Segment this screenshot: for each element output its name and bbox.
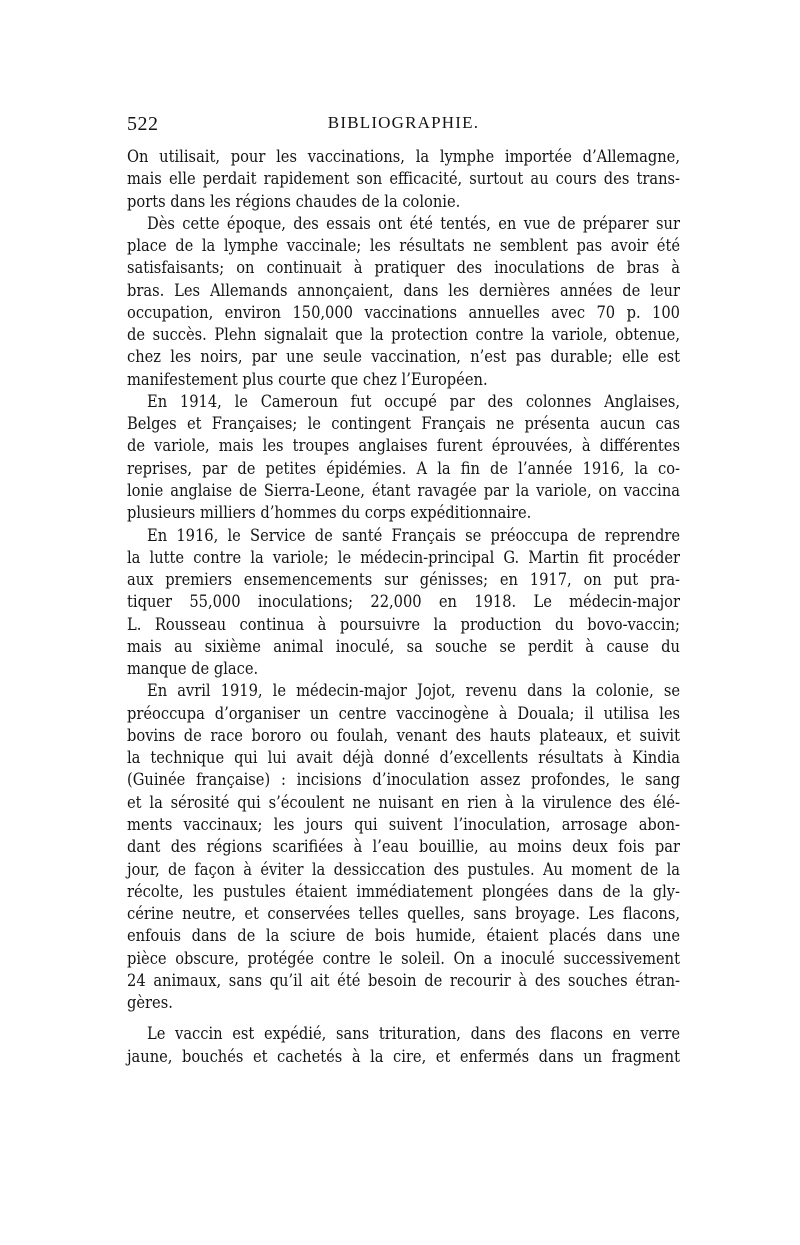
text-line: récolte, les pustules étaient immédiatement plongées dans de la gly- bbox=[127, 881, 680, 901]
text-line: mais elle perdait rapidement son efficacité, surtout au cours des trans- bbox=[127, 169, 680, 189]
text-line: de variole, mais les troupes anglaises furent éprouvées, à différentes bbox=[127, 436, 680, 456]
text-line: occupation, environ 150,000 vaccinations annuelles avec 70 p. 100 bbox=[127, 302, 680, 322]
text-line: dant des régions scarifiées à l’eau bouillie, au moins deux fois par bbox=[127, 837, 680, 857]
paragraph bbox=[127, 213, 680, 391]
text-line: En 1916, le Service de santé Français se préoccupa de reprendre bbox=[147, 525, 680, 545]
text-line: En 1914, le Cameroun fut occupé par des colonnes Anglaises, bbox=[147, 391, 680, 411]
text-line: jaune, bouchés et cachetés à la cire, et enfermés dans un fragment bbox=[127, 1046, 680, 1066]
text-line: L. Rousseau continua à poursuivre la production du bovo-vaccin; bbox=[127, 614, 680, 634]
body-text bbox=[127, 146, 680, 1068]
text-line: chez les noirs, par une seule vaccination, n’est pas durable; elle est bbox=[127, 347, 680, 367]
text-line: bovins de race bororo ou foulah, venant des hauts plateaux, et suivit bbox=[127, 725, 680, 745]
text-line: préoccupa d’organiser un centre vaccinogène à Douala; il utilisa les bbox=[127, 703, 680, 723]
text-line: place de la lymphe vaccinale; les résultats ne semblent pas avoir été bbox=[127, 236, 680, 256]
text-line: Le vaccin est expédié, sans trituration, dans des flacons en verre bbox=[147, 1024, 680, 1044]
text-line: On utilisait, pour les vaccinations, la lymphe importée d’Allemagne, bbox=[127, 147, 680, 166]
text-line: Belges et Françaises; le contingent Français ne présenta aucun cas bbox=[127, 414, 680, 434]
paragraph bbox=[127, 525, 680, 681]
paragraph bbox=[127, 680, 680, 1014]
text-line: plusieurs milliers d’hommes du corps expéditionnaire. bbox=[127, 503, 532, 523]
text-line: bras. Les Allemands annonçaient, dans les dernières années de leur bbox=[127, 280, 680, 300]
text-line: jour, de façon à éviter la dessiccation des pustules. Au moment de la bbox=[127, 859, 680, 879]
text-line: la technique qui lui avait déjà donné d’excellents résultats à Kindia bbox=[127, 748, 680, 768]
text-line: enfouis dans de la sciure de bois humide, étaient placés dans une bbox=[127, 926, 680, 946]
text-line: manifestement plus courte que chez l’Européen. bbox=[127, 369, 488, 389]
text-line: aux premiers ensemencements sur génisses; en 1917, on put pra- bbox=[127, 570, 680, 590]
text-line: cérine neutre, et conservées telles quelles, sans broyage. Les flacons, bbox=[127, 904, 680, 924]
text-line: ports dans les régions chaudes de la colonie. bbox=[127, 191, 461, 211]
page-number: 522 bbox=[127, 113, 159, 135]
text-line: manque de glace. bbox=[127, 659, 259, 679]
text-line: satisfaisants; on continuait à pratiquer des inoculations de bras à bbox=[127, 258, 680, 278]
text-line: mais au sixième animal inoculé, sa souche se perdit à cause du bbox=[127, 636, 680, 656]
text-line: pièce obscure, protégée contre le soleil. On a inoculé successivement bbox=[127, 948, 680, 968]
text-line: la lutte contre la variole; le médecin-principal G. Martin fit procéder bbox=[127, 547, 680, 567]
text-line: et la sérosité qui s’écoulent ne nuisant en rien à la virulence des élé- bbox=[127, 792, 680, 812]
text-line: reprises, par de petites épidémies. A la fin de l’année 1916, la co- bbox=[127, 458, 680, 478]
text-line: 24 animaux, sans qu’il ait été besoin de recourir à des souches étran- bbox=[127, 970, 680, 990]
paragraph bbox=[127, 391, 680, 525]
paragraph-gap bbox=[127, 1014, 680, 1023]
text-line: (Guinée française) : incisions d’inoculation assez profondes, le sang bbox=[127, 770, 680, 790]
text-line: de succès. Plehn signalait que la protection contre la variole, obtenue, bbox=[127, 325, 680, 345]
paragraph bbox=[127, 1023, 680, 1068]
text-line: ments vaccinaux; les jours qui suivent l’inoculation, arrosage abon- bbox=[127, 814, 680, 834]
paragraph bbox=[127, 146, 680, 213]
text-line: lonie anglaise de Sierra-Leone, étant ravagée par la variole, on vaccina bbox=[127, 480, 680, 500]
text-line: Dès cette époque, des essais ont été tentés, en vue de préparer sur bbox=[147, 213, 680, 233]
page-header bbox=[127, 113, 680, 139]
running-title: BIBLIOGRAPHIE. bbox=[327, 113, 480, 132]
text-line: tiquer 55,000 inoculations; 22,000 en 1918. Le médecin-major bbox=[127, 592, 680, 612]
text-line: gères. bbox=[127, 993, 173, 1013]
text-line: En avril 1919, le médecin-major Jojot, revenu dans la colonie, se bbox=[147, 681, 680, 701]
